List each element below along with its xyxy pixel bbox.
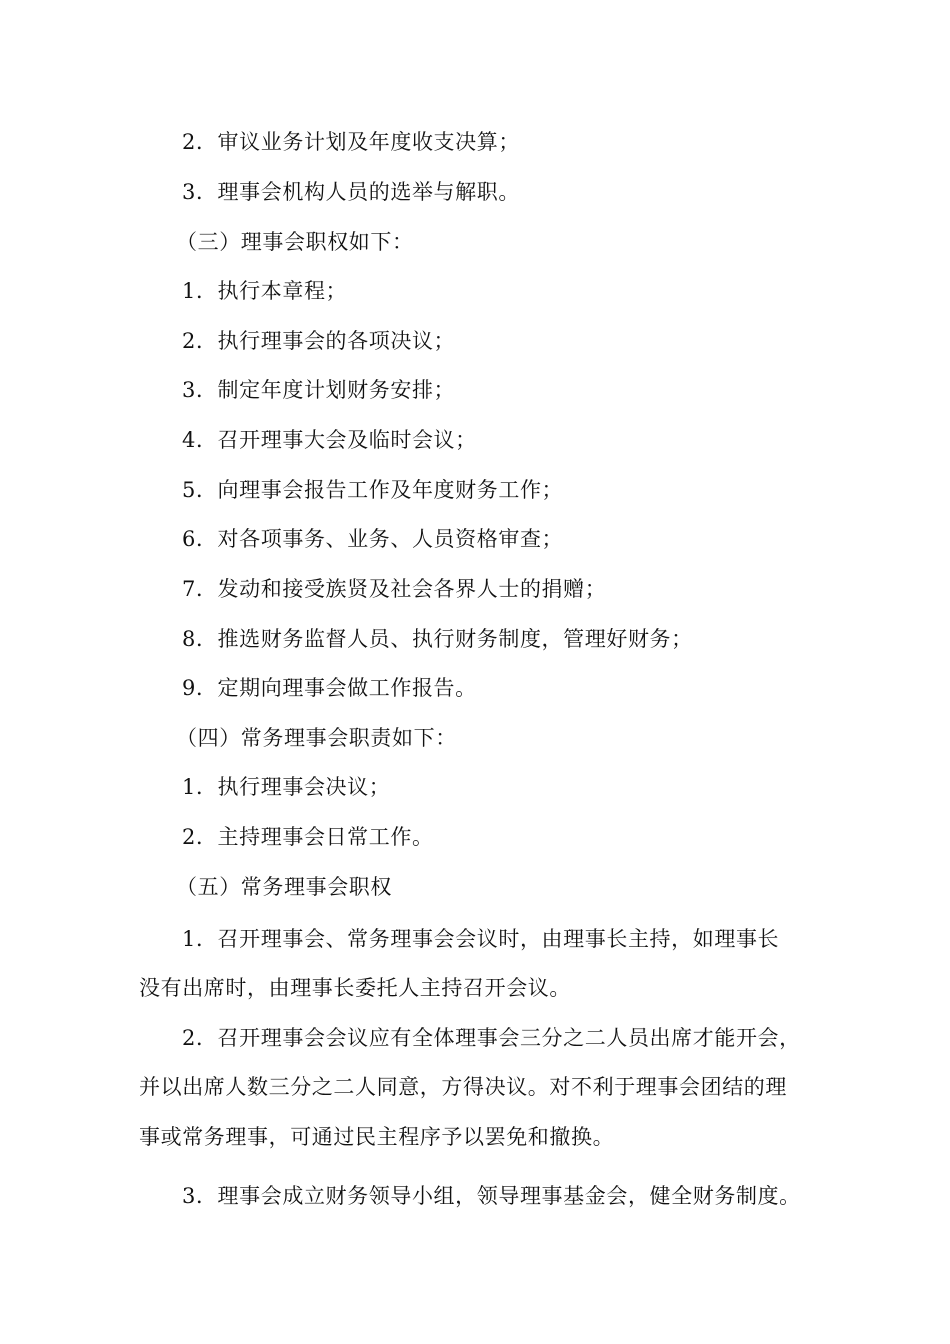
section-heading: （四）常务理事会职责如下： xyxy=(176,726,457,750)
text-line: 5．向理事会报告工作及年度财务工作； xyxy=(182,478,564,502)
text-line: 事或常务理事，可通过民主程序予以罢免和撤换。 xyxy=(139,1125,615,1149)
text-line: 并以出席人数三分之二人同意，方得决议。对不利于理事会团结的理 xyxy=(139,1075,787,1099)
text-line: 3．制定年度计划财务安排； xyxy=(182,378,456,402)
text-line: 4．召开理事大会及临时会议； xyxy=(182,428,477,452)
text-line: 2．召开理事会会议应有全体理事会三分之二人员出席才能开会， xyxy=(182,1026,801,1050)
text-line: 2．主持理事会日常工作。 xyxy=(182,825,434,849)
text-line: 1．执行理事会决议； xyxy=(182,775,391,799)
section-heading: （五）常务理事会职权 xyxy=(176,875,392,899)
text-line: 2．执行理事会的各项决议； xyxy=(182,329,456,353)
text-line: 3．理事会机构人员的选举与解职。 xyxy=(182,180,520,204)
text-line: 8．推选财务监督人员、执行财务制度，管理好财务； xyxy=(182,627,693,651)
text-line: 3．理事会成立财务领导小组，领导理事基金会，健全财务制度。 xyxy=(182,1184,801,1208)
text-line: 2．审议业务计划及年度收支决算； xyxy=(182,130,520,154)
text-line: 1．召开理事会、常务理事会会议时，由理事长主持，如理事长 xyxy=(182,927,780,951)
section-heading: （三）理事会职权如下： xyxy=(176,230,414,254)
text-line: 没有出席时，由理事长委托人主持召开会议。 xyxy=(139,976,571,1000)
text-line: 9．定期向理事会做工作报告。 xyxy=(182,676,477,700)
text-line: 6．对各项事务、业务、人员资格审查； xyxy=(182,527,564,551)
text-line: 7．发动和接受族贤及社会各界人士的捐赠； xyxy=(182,577,607,601)
text-line: 1．执行本章程； xyxy=(182,279,348,303)
